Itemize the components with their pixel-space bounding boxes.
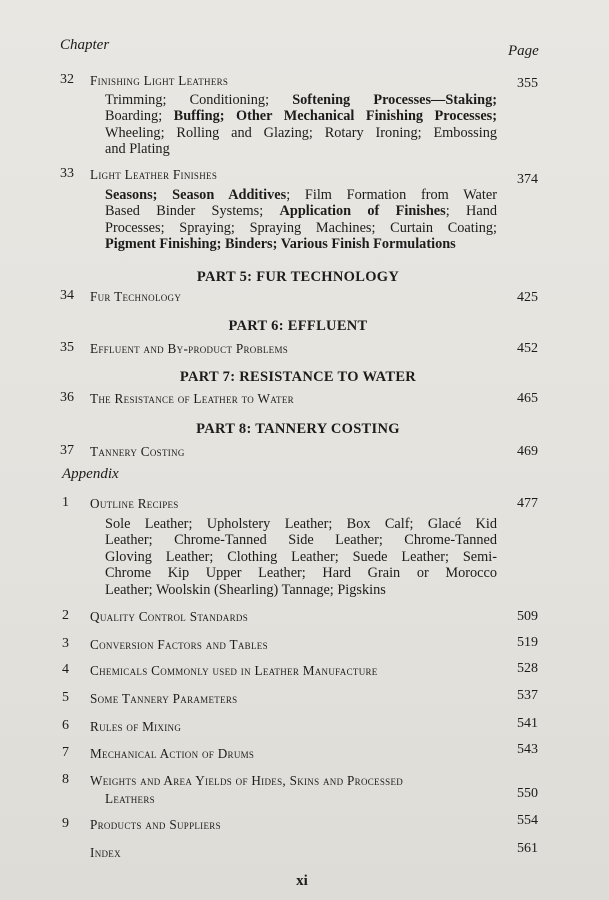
entry-title: Finishing Light Leathers (90, 73, 229, 88)
entry-number: 33 (60, 166, 74, 181)
page-header: Page (508, 43, 539, 59)
entry-number: 1 (62, 495, 69, 510)
description-run: Sole Leather; Upholstery Leather; Box Calf; Glacé Kid (105, 516, 497, 532)
entry-title: Conversion Factors and Tables (90, 637, 268, 652)
description-run: Rolling and Glazing; Rotary Ironing; Embossing (176, 124, 497, 141)
description-line (105, 92, 497, 108)
description-line (105, 516, 497, 532)
entry-page: 550 (517, 786, 538, 801)
description-run: ; Film Formation from Water (286, 187, 497, 203)
entry-description (105, 187, 497, 253)
description-bold-run: Application of Finishes (279, 203, 446, 220)
description-run: Leather; Woolskin (Shearling) Tannage; Pigskins (105, 581, 386, 598)
entry-title: Rules of Mixing (90, 719, 182, 734)
entry-title: Quality Control Standards (90, 609, 249, 624)
description-run: Trimming; Conditioning; (105, 92, 293, 108)
entry-title: Products and Suppliers (90, 817, 221, 832)
entry-number: 36 (60, 390, 74, 405)
description-run: Boarding; (105, 108, 174, 125)
entry-page: 452 (517, 341, 538, 356)
part-heading: PART 5: FUR TECHNOLOGY (196, 269, 400, 285)
description-line (105, 141, 497, 157)
entry-page: 519 (517, 635, 538, 650)
description-run: ; Hand (445, 203, 498, 220)
entry-number: 5 (62, 690, 69, 705)
entry-number: 34 (60, 288, 74, 303)
part-heading: PART 8: TANNERY COSTING (196, 421, 400, 437)
description-bold-run: Pigment Finishing; Binders; Various Finish Formulations (105, 236, 456, 253)
entry-title: Fur Technology (90, 289, 182, 304)
entry-title: Outline Recipes (90, 496, 179, 511)
entry-title: Effluent and By-product Problems (90, 341, 289, 356)
appendix-label: Appendix (62, 466, 119, 482)
description-run: Based Binder Systems; (105, 203, 280, 220)
entry-page: 477 (517, 496, 538, 511)
entry-description (105, 516, 497, 598)
description-bold-run: Seasons; Season Additives (105, 187, 287, 203)
entry-number: 7 (62, 745, 69, 760)
description-line (105, 236, 497, 252)
description-run: Gloving Leather; Clothing Leather; Suede Leather; Semi- (105, 548, 497, 565)
entry-page: 355 (517, 76, 538, 91)
description-line (105, 125, 497, 141)
entry-page: 465 (517, 391, 538, 406)
description-run: Processes; Spraying; Spraying Machines; Curtain Coating; (105, 219, 497, 236)
description-run: Leather; Chrome-Tanned Side Leather; Chrome-Tanned (105, 532, 497, 549)
description-run: and Plating (105, 141, 170, 158)
description-line (105, 532, 497, 548)
description-line (105, 203, 497, 219)
entry-page: 543 (517, 742, 538, 757)
page-numeral: xi (296, 873, 308, 889)
entry-number: 9 (62, 816, 69, 831)
description-line (105, 565, 497, 581)
description-bold-run: Buffing; Other Mechanical Finishing Processes; (173, 108, 497, 125)
part-heading: PART 6: EFFLUENT (228, 318, 368, 334)
entry-page: 528 (517, 661, 538, 676)
entry-number: 37 (60, 443, 74, 458)
entry-description (105, 92, 497, 158)
entry-title-continuation: Leathers (105, 791, 155, 806)
entry-number: 32 (60, 72, 74, 87)
description-line (105, 582, 497, 598)
entry-number: 2 (62, 608, 69, 623)
entry-number: 3 (62, 636, 69, 651)
entry-title: Light Leather Finishes (90, 167, 218, 182)
description-run: Wheeling; (105, 124, 177, 141)
entry-number: 35 (60, 340, 74, 355)
entry-title: Weights and Area Yields of Hides, Skins and Processed (90, 773, 404, 788)
entry-title: Tannery Costing (90, 444, 185, 459)
entry-title: Chemicals Commonly used in Leather Manufacture (90, 663, 378, 678)
description-line (105, 108, 497, 124)
entry-number: 8 (62, 772, 69, 787)
index-page: 561 (517, 841, 538, 856)
description-bold-run: Softening Processes—Staking; (292, 92, 497, 108)
description-line (105, 549, 497, 565)
description-run: Chrome Kip Upper Leather; Hard Grain or Morocco (105, 565, 497, 582)
entry-page: 425 (517, 290, 538, 305)
description-line (105, 220, 497, 236)
entry-page: 541 (517, 716, 538, 731)
entry-page: 469 (517, 444, 538, 459)
entry-title: The Resistance of Leather to Water (90, 391, 294, 406)
index-title: Index (90, 845, 121, 860)
entry-number: 4 (62, 662, 69, 677)
entry-page: 537 (517, 688, 538, 703)
entry-title: Mechanical Action of Drums (90, 746, 255, 761)
chapter-header: Chapter (60, 37, 110, 53)
entry-page: 374 (517, 172, 538, 187)
description-line (105, 187, 497, 203)
part-heading: PART 7: RESISTANCE TO WATER (179, 369, 417, 385)
entry-number: 6 (62, 718, 69, 733)
entry-page: 509 (517, 609, 538, 624)
entry-title: Some Tannery Parameters (90, 691, 238, 706)
entry-page: 554 (517, 813, 538, 828)
